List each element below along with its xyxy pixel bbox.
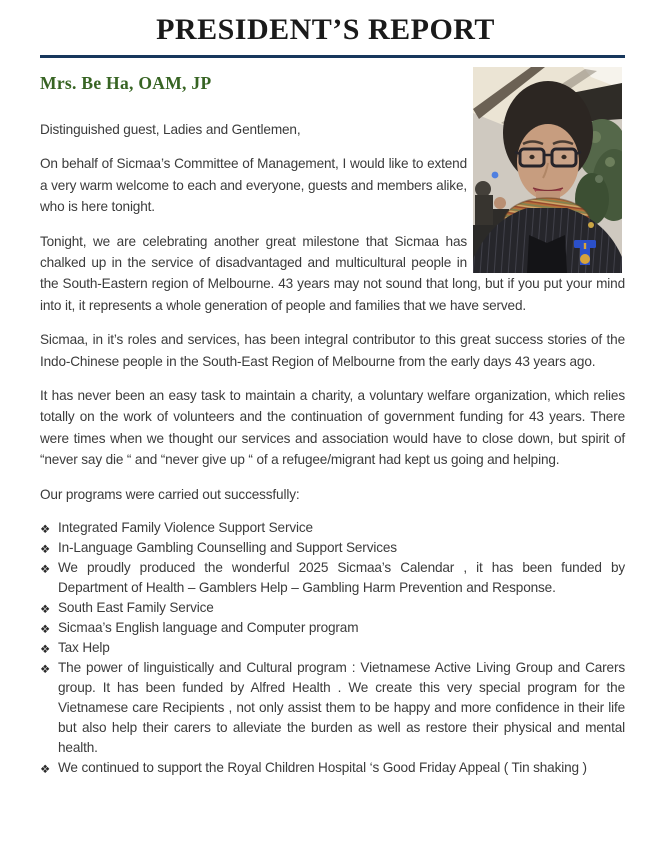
list-item [40,758,625,778]
paragraph-charity: It has never been an easy task to maintain a charity, a voluntary welfare organization, which relies totally on the work of volunteers and the continuation of government funding for 43 years. There were times when we thought our services and association would have to close down, but spirit of “never say die “ and “never give up “ of a refugee/migrant had kept us going and helping. [40,388,625,468]
list-item [40,598,625,618]
president-photo [473,67,622,273]
paragraph-programs-intro: Our programs were carried out successfully: [40,486,300,502]
paragraph-contribution: Sicmaa, in it’s roles and services, has been integral contributor to this great success stories of the Indo-Chinese people in the South-East Region of Melbourne from the early days 43 years ago. [40,332,625,369]
diamond-bullet-icon: ❖ [40,522,51,537]
paragraph-greeting: Distinguished guest, Ladies and Gentlemen, [40,122,301,137]
diamond-bullet-icon: ❖ [40,542,51,557]
list-item-text: We proudly produced the wonderful 2025 Sicmaa’s Calendar , it has been funded by Department of Health – Gamblers Help – Gambling Harm Prevention and Response. [58,560,625,596]
list-item [40,538,625,558]
page-title: PRESIDENT’S REPORT [156,13,495,46]
author-name: Mrs. Be Ha, OAM, JP [40,73,212,93]
diamond-bullet-icon: ❖ [40,562,51,577]
list-item-text: South East Family Service [58,600,214,616]
list-item-text: Sicmaa’s English language and Computer program [58,620,359,636]
diamond-bullet-icon: ❖ [40,762,51,777]
paragraph-milestone: Tonight, we are celebrating another great milestone that Sicmaa has chalked up in the service of disadvantaged and multicultural people in the South-Eastern region of Melbourne. 43 years may not sound that long, but if you put your mind into it, it represents a whole generation of people and families that we have served. [40,233,625,313]
paragraph-welcome: On behalf of Sicmaa’s Committee of Management, I would like to extend a very warm welcome to each and everyone, guests and members alike, who is here tonight. [40,156,467,215]
list-item [40,658,625,758]
diamond-bullet-icon: ❖ [40,602,51,617]
diamond-bullet-icon: ❖ [40,662,51,677]
list-item [40,638,625,658]
list-item-text: Tax Help [58,640,110,656]
list-item-text: We continued to support the Royal Children Hospital ‘s Good Friday Appeal ( Tin shaking ) [58,760,587,776]
list-item-text: Integrated Family Violence Support Service [58,520,313,536]
diamond-bullet-icon: ❖ [40,642,51,657]
list-item [40,618,625,638]
title-divider [40,55,625,58]
president-photo-illustration [473,67,622,273]
programs-list [40,518,625,778]
list-item [40,558,625,598]
list-item-text: In-Language Gambling Counselling and Support Services [58,540,397,556]
diamond-bullet-icon: ❖ [40,622,51,637]
list-item [40,518,625,538]
list-item-text: The power of linguistically and Cultural program : Vietnamese Active Living Group and Carers group. It has been funded by Alfred Health . We create this very special program for the Vietnamese care Recipients , not only assist them to be happy and more confidence in their life but also help their carers to alleviate the burden as well as restore their physical and mental health. [58,660,625,756]
